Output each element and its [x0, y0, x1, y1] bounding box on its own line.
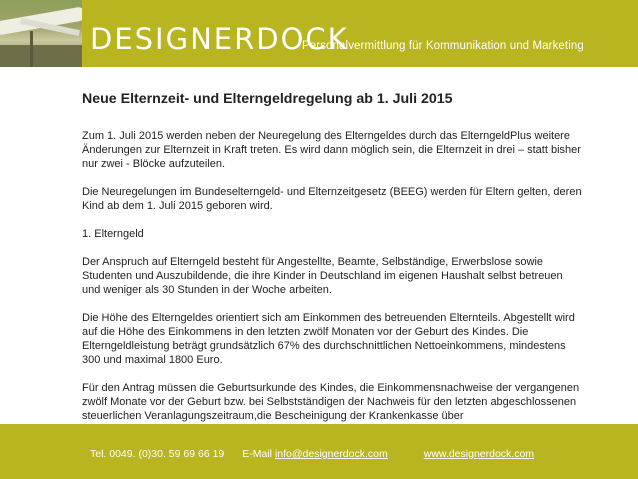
header-bar — [0, 0, 638, 67]
footer-phone: Tel. 0049. (0)30. 59 69 66 19 — [90, 448, 225, 460]
paragraph-hoehe: Die Höhe des Elterngeldes orientiert sich am Einkommen des betreuenden Elternteils. Abgestellt wird auf die Höhe des Einkommens in den letzten zwölf Monaten vor der Geburt des Kindes. Die Elterngeldleistung beträgt grundsätzlich 67% des durchschnittlichen Nettoeinkommens, mindestens 300 und maximal 1800 Euro. — [82, 312, 575, 366]
article-body — [82, 129, 582, 437]
brand-tagline: Personalvermittlung für Kommunikation und Marketing — [302, 40, 584, 52]
footer-website-link[interactable]: www.designerdock.com — [423, 448, 535, 460]
brand-logo[interactable]: DESIGNERDOCK — [90, 22, 349, 56]
footer-email-label: E-Mail — [242, 448, 275, 460]
footer-email-link[interactable]: info@designerdock.com — [274, 448, 388, 460]
footer-contact — [90, 447, 534, 461]
airplane-photo — [0, 0, 82, 67]
paragraph-antrag: Für den Antrag müssen die Geburtsurkunde des Kindes, die Einkommensnachweise der vergangenen zwölf Monate vor der Geburt bzw. bei Selbstständigen der Nachweis für den letzten abgeschlossenen steuerlichen Veranlagungszeitraum,die Bescheinigung der Krankenkasse über — [82, 382, 580, 422]
paragraph-beeg: Die Neuregelungen im Bundeselterngeld- und Elternzeitgesetz (BEEG) werden für Eltern gelten, deren Kind ab dem 1. Juli 2015 geboren wird. — [82, 186, 582, 212]
section-heading-elterngeld: 1. Elterngeld — [82, 228, 144, 240]
paragraph-anspruch: Der Anspruch auf Elterngeld besteht für Angestellte, Beamte, Selbständige, Erwerbslose sowie Studenten und Auszubildende, die ihre Kinder in Deutschland im eigenen Haushalt selbst betreuen und weniger als 30 Stunden in der Woche arbeiten. — [82, 256, 563, 296]
paragraph-intro: Zum 1. Juli 2015 werden neben der Neuregelung des Elterngeldes durch das ElterngeldPlus weitere Änderungen zur Elternzeit in Kraft treten. Es wird dann möglich sein, die Elternzeit in drei – statt bisher nur zwei - Blöcke aufzuteilen. — [82, 130, 581, 170]
footer-bar — [0, 424, 638, 479]
article-title: Neue Elternzeit- und Elterngeldregelung ab 1. Juli 2015 — [82, 91, 453, 107]
